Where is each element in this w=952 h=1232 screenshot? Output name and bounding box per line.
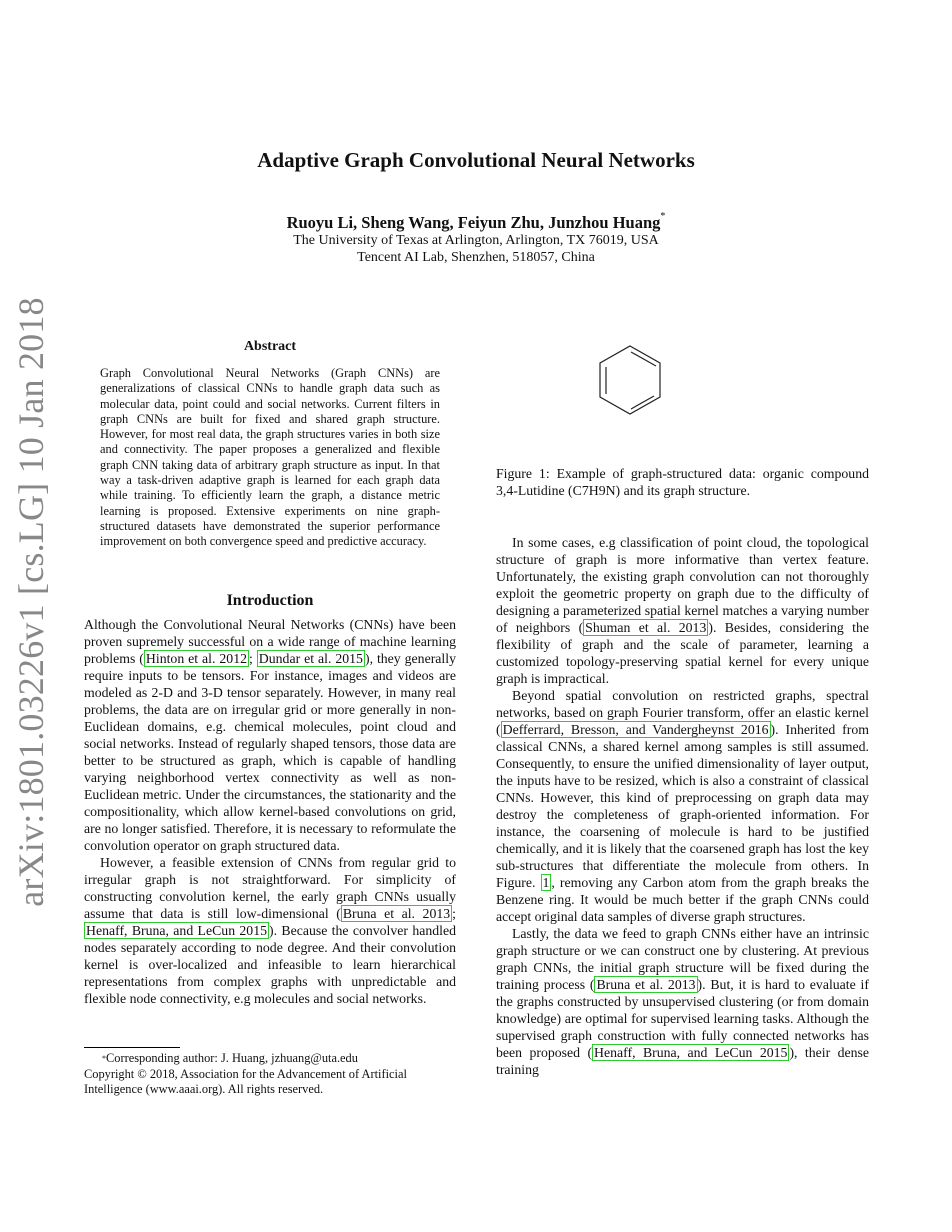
affiliation-uta: The University of Texas at Arlington, Arlington, TX 76019, USA: [293, 233, 659, 248]
arxiv-identifier: [6, 297, 56, 907]
text-run: ), they generally require inputs to be tensors. For instance, images and videos are modeled as 2-D and 3-D tensor separately. However, in many real problems, the data are on irregular grid or more generally in non-Euclidean domains, e.g. chemical molecules, point cloud and social networks. Instead of regularly shaped tensors, those data are better to be structured as graph, which is capable of handling varying neighborhood vertex connectivity as well as non-Euclidean metric. Under the circumstances, the stationarity and the compositionality, which allow kernel-based convolutions on grid, are no longer satisfied. Therefore, it is necessary to reformulate the convolution operator on graph structured data.: [84, 651, 456, 853]
text-run: , removing any Carbon atom from the graph breaks the Benzene ring. It would be much better if the graph CNNs could accept original data samples of diverse graph structures.: [496, 875, 869, 924]
citation-link[interactable]: Defferrard, Bresson, and Vandergheynst 2016: [502, 722, 769, 737]
right-column-body: [496, 534, 869, 1078]
abstract-heading: Abstract: [243, 339, 297, 354]
introduction-heading: Introduction: [226, 592, 314, 609]
figure-reference-link[interactable]: 1: [542, 875, 550, 890]
corresponding-author-note: [84, 1051, 458, 1067]
intro-paragraph-2: [84, 854, 456, 1007]
text-run: ). Besides, considering the flexibility of graph and the scale of parameter, learning a customized topology-preserving spatial kernel for every unique graph is impractical.: [496, 620, 869, 686]
right-paragraph-3: [496, 925, 869, 1078]
citation-link[interactable]: Hinton et al. 2012: [145, 651, 248, 666]
footnote-divider: [84, 1047, 180, 1048]
citation-link[interactable]: Bruna et al. 2013: [596, 977, 696, 992]
text-run: ). Because the convolver handled nodes separately according to node degree. And their convolution kernel is over-localized and infeasible to learn hierarchical representations from complex graphs with unpredictable and flexible node connectivity, e.g molecules and social networks.: [84, 923, 456, 1006]
citation-link[interactable]: Henaff, Bruna, and LeCun 2015: [594, 1045, 788, 1060]
text-run: Lastly, the data we feed to graph CNNs either have an intrinsic graph structure or we can construct one by clustering. At previous graph CNNs, the initial graph structure will be fixed during the training process (: [496, 926, 869, 992]
text-run: Although the Convolutional Neural Networks (CNNs) have been proven supremely successful on a wide range of machine learning problems (: [84, 617, 456, 666]
arxiv-identifier-text: arXiv:1801.03226v1 [cs.LG] 10 Jan 2018: [11, 297, 52, 907]
paper-title: Adaptive Graph Convolutional Neural Networks: [257, 148, 695, 172]
text-run: In some cases, e.g classification of point cloud, the topological structure of graph is more informative than vertex feature. Unfortunately, the existing graph convolution can not thoroughly exploit the geometric property on graph due to the difficulty of designing a parameterized spatial kernel matches a varying number of neighbors (: [496, 535, 869, 635]
citation-link[interactable]: Bruna et al. 2013: [342, 906, 451, 921]
hexagon-ring: [600, 346, 660, 414]
text-run: ). Inherited from classical CNNs, a shared kernel among samples is still assumed. Consequently, to ensure the unified dimensionality of layer output, the inputs have to be resized, which is also a constraint of classical CNNs. However, this kind of preprocessing on graph data may destroy the completeness of graph-oriented information. For instance, the coarsening of molecule is hard to be justified chemically, and it is likely that the coarsened graph has lost the key sub-structures that differentiate the molecule from others. In Figure.: [496, 722, 869, 890]
author-footnote-mark: *: [660, 211, 666, 222]
citation-link[interactable]: Henaff, Bruna, and LeCun 2015: [86, 923, 268, 938]
text-run: ), their dense training: [496, 1045, 870, 1077]
author-names: Ruoyu Li, Sheng Wang, Feiyun Zhu, Junzhou Huang: [286, 213, 661, 232]
footnote-mark: *: [102, 1054, 106, 1063]
footnote: [84, 1051, 458, 1098]
text-run: ;: [249, 651, 257, 666]
abstract-text: Graph Convolutional Neural Networks (Graph CNNs) are generalizations of classical CNNs to handle graph data such as molecular data, point could and social networks. Current filters in graph CNNs are built for fixed and shared graph structure. However, for most real data, the graph structures varies in both size and connectivity. The paper proposes a generalized and flexible graph CNN taking data of arbitrary graph structure as input. In that way a task-driven adaptive graph is learned for each graph data while training. To efficiently learn the graph, a distance metric learning is proposed. Extensive experiments on nine graph-structured datasets have demonstrated the superior performance improvement on both convergence speed and predictive accuracy.: [100, 366, 440, 549]
right-paragraph-2: [496, 687, 869, 925]
left-column-body: [84, 616, 456, 1007]
citation-link[interactable]: Dundar et al. 2015: [258, 651, 363, 666]
text-run: However, a feasible extension of CNNs from regular grid to irregular graph is not straightforward. For simplicity of constructing convolution kernel, the early graph CNNs usually assume that data is still low-dimensional (: [84, 855, 456, 921]
text-run: ;: [452, 906, 456, 921]
figure-1-caption: Figure 1: Example of graph-structured data: organic compound 3,4-Lutidine (C7H9N) and its graph structure.: [496, 466, 869, 498]
affiliation-tencent: Tencent AI Lab, Shenzhen, 518057, China: [357, 250, 595, 265]
corresponding-author-text: Corresponding author: J. Huang, jzhuang@uta.edu: [106, 1051, 358, 1065]
intro-paragraph-1: [84, 616, 456, 854]
copyright-note: Copyright © 2018, Association for the Advancement of Artificial Intelligence (www.aaai.org). All rights reserved.: [84, 1066, 407, 1096]
right-paragraph-1: [496, 534, 869, 687]
citation-link[interactable]: Shuman et al. 2013: [585, 620, 707, 635]
author-list: [84, 213, 868, 233]
text-run: ). But, it is hard to evaluate if the graphs constructed by unsupervised clustering (or from domain knowledge) are optimal for supervised learning tasks. Although the supervised graph construction with fully connected networks has been proposed (: [496, 977, 869, 1060]
benzene-ring-figure: [590, 340, 670, 415]
text-run: Beyond spatial convolution on restricted graphs, spectral networks, based on graph Fourier transform, offer an elastic kernel (: [496, 688, 869, 737]
